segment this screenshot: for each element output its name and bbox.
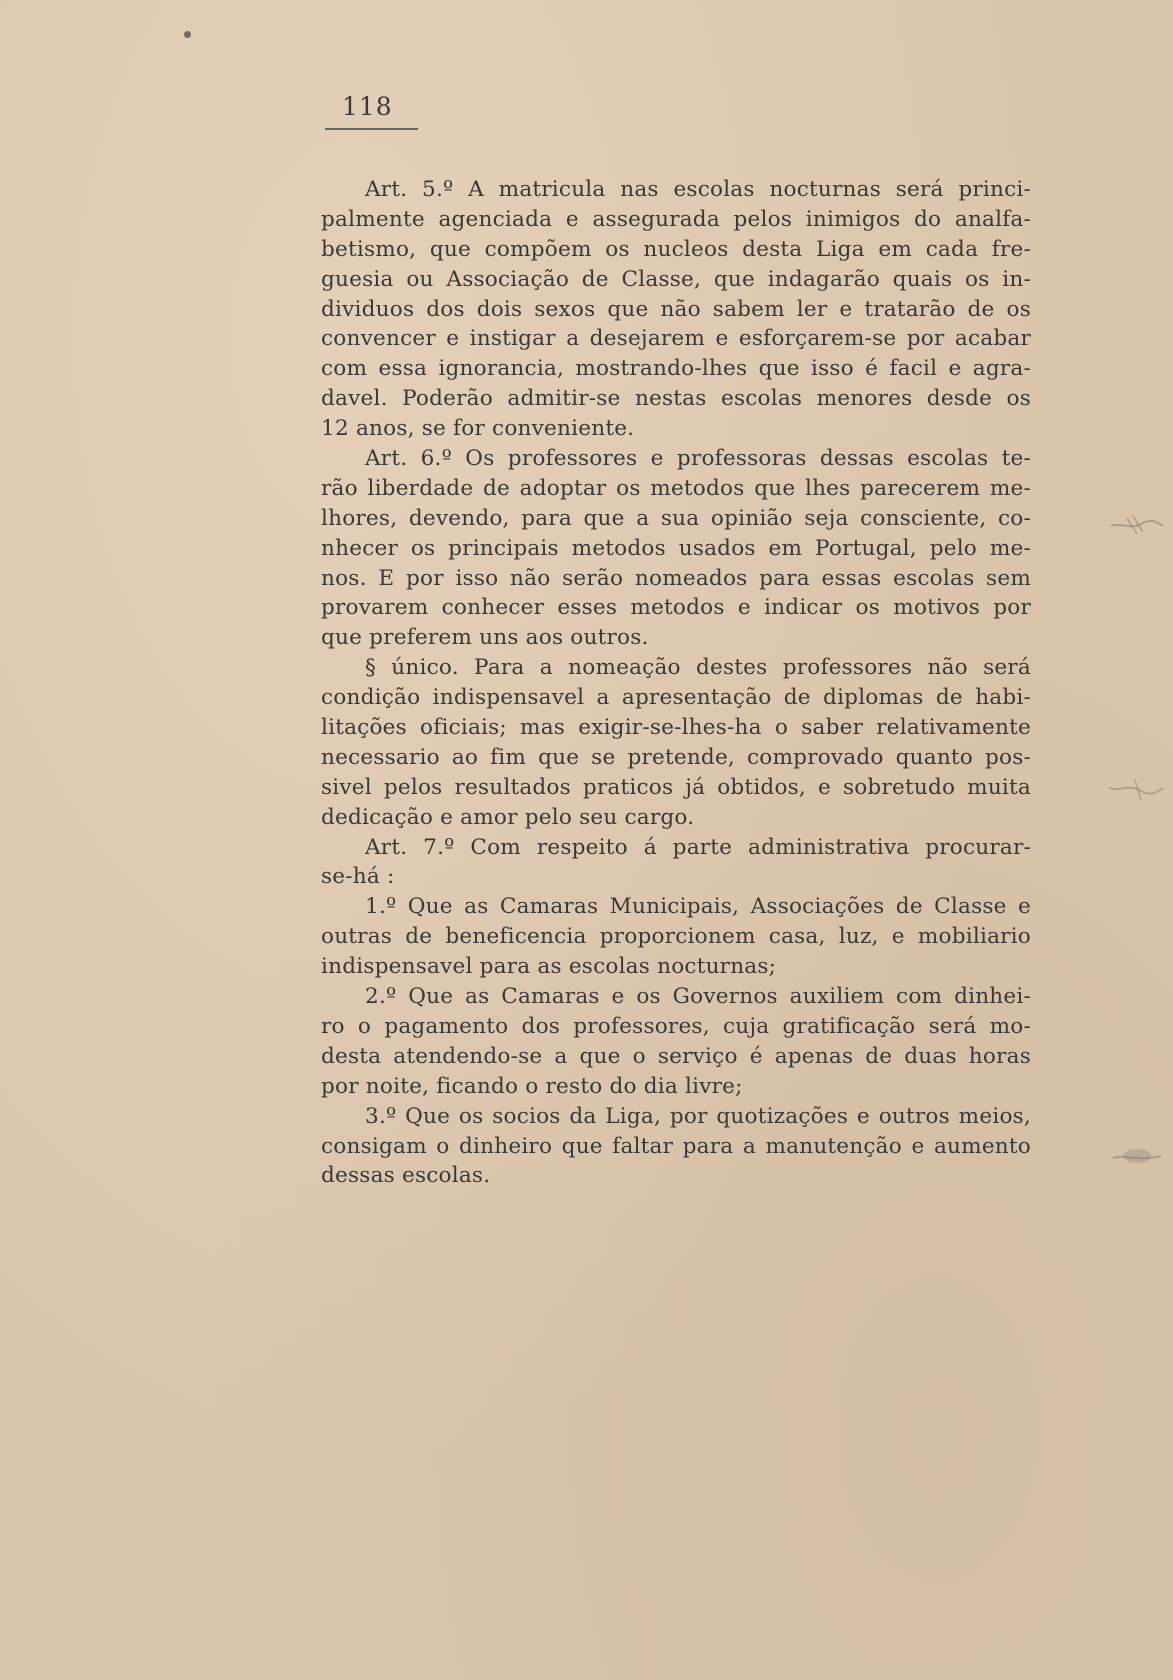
text-line: § único. Para a nomeação destes professores não será [365,655,1031,681]
text-line: betismo, que compõem os nucleos desta Liga em cada fre- [321,236,1031,262]
text-line: 3.º Que os socios da Liga, por quotizações e outros meios, [365,1103,1031,1129]
text-line: palmente agenciada e assegurada pelos inimigos do analfa- [321,206,1031,232]
text-line: provarem conhecer esses metodos e indicar os motivos por [321,595,1031,621]
header-rule [325,128,418,130]
text-line: lhores, devendo, para que a sua opinião seja consciente, co- [321,505,1031,531]
text-line: ro o pagamento dos professores, cuja gratificação será mo- [321,1013,1031,1039]
text-line: indispensavel para as escolas nocturnas; [321,954,777,980]
text-line: Art. 6.º Os professores e professoras dessas escolas te- [365,446,1031,472]
text-line: dessas escolas. [321,1163,491,1189]
text-line: davel. Poderão admitir-se nestas escolas menores desde os [321,386,1031,412]
text-line: Art. 7.º Com respeito á parte administrativa procurar- [365,834,1031,860]
text-line: condição indispensavel a apresentação de diplomas de habi- [321,685,1031,711]
body-text [321,175,1031,1191]
text-line: que preferem uns aos outros. [321,625,649,651]
text-line: outras de beneficencia proporcionem casa, luz, e mobiliario [321,924,1031,950]
text-line: dividuos dos dois sexos que não sabem ler e tratarão de os [321,296,1031,322]
text-line: convencer e instigar a desejarem e esforçarem-se por acabar [321,326,1031,352]
text-line: com essa ignorancia, mostrando-lhes que isso é facil e agra- [321,356,1031,382]
margin-stain-3 [1107,1142,1165,1170]
ink-dot [184,31,191,38]
page-number: 118 [342,92,393,121]
text-line: dedicação e amor pelo seu cargo. [321,804,695,830]
text-line: se-há : [321,864,395,890]
text-line: 12 anos, se for conveniente. [321,416,635,442]
margin-stain-1 [1107,512,1165,540]
text-line: nos. E por isso não serão nomeados para essas escolas sem [321,565,1031,591]
text-line: sivel pelos resultados praticos já obtidos, e sobretudo muita [321,774,1031,800]
text-line: nhecer os principais metodos usados em Portugal, pelo me- [321,535,1031,561]
text-line: 2.º Que as Camaras e os Governos auxiliem com dinhei- [365,984,1031,1010]
margin-stain-2 [1107,776,1165,804]
text-line: rão liberdade de adoptar os metodos que lhes parecerem me- [321,475,1031,501]
text-line: por noite, ficando o resto do dia livre; [321,1073,743,1099]
text-line: guesia ou Associação de Classe, que indagarão quais os in- [321,266,1031,292]
text-line: Art. 5.º A matricula nas escolas nocturnas será princi- [365,177,1031,202]
text-line: litações oficiais; mas exigir-se-lhes-ha o saber relativamente [321,715,1031,741]
text-line: consigam o dinheiro que faltar para a manutenção e aumento [321,1133,1031,1159]
text-line: 1.º Que as Camaras Municipais, Associações de Classe e [365,894,1031,920]
text-line: necessario ao fim que se pretende, comprovado quanto pos- [321,744,1031,770]
text-line: desta atendendo-se a que o serviço é apenas de duas horas [321,1043,1031,1069]
